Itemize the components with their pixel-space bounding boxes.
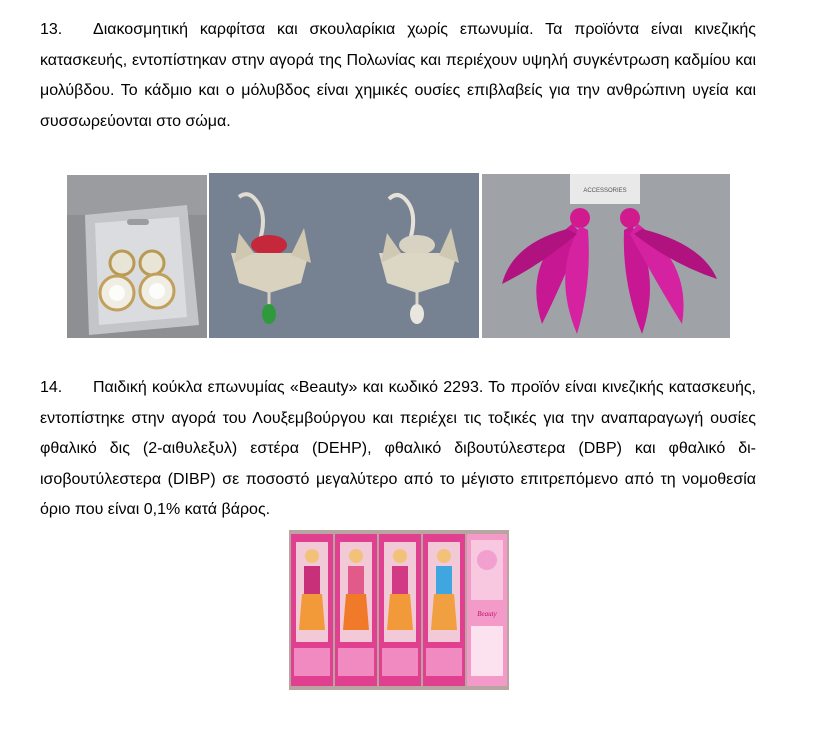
- accessories-card-text: ACCESSORIES: [583, 188, 627, 194]
- item-14-text: Παιδική κούκλα επωνυμίας «Beauty» και κωδικό 2293. Το προϊόν είναι κινεζικής κατασκευής, εντοπίστηκε στην αγορά του Λουξεμβούργου και περιέχει τις τοξικές για την αναπαραγωγή ουσίες φθαλικό δις (2-αιθυλεξυλ) εστέρα (DEHP), φθαλικό διβουτύλεστερα (DBP) και φθαλικό δι-ισοβουτύλεστερα (DIBP) σε ποσοστό μεγαλύτερο από το μέγιστο επιτρεπόμενο από τη νομοθεσία όριο που είναι 0,1% κατά βάρος.: [40, 379, 756, 518]
- item-14-number: 14.: [40, 379, 63, 396]
- feather-earrings-photo: [482, 174, 730, 338]
- doll-box-brand-text: Beauty: [477, 610, 497, 618]
- item-13-paragraph: [40, 15, 756, 137]
- item-13-number: 13.: [40, 21, 63, 38]
- earrings-package-photo: [67, 175, 207, 338]
- flamingo-brooches-photo: [209, 173, 479, 338]
- item-13-text: Διακοσμητική καρφίτσα και σκουλαρίκια χωρίς επωνυμία. Τα προϊόντα είναι κινεζικής κατασκευής, εντοπίστηκαν στην αγορά της Πολωνίας και περιέχουν υψηλή συγκέντρωση καδμίου και μολύβδου. Το κάδμιο και ο μόλυβδος είναι χημικές ουσίες επιβλαβείς για την ανθρώπινη υγεία και συσσωρεύονται στο σώμα.: [40, 21, 756, 130]
- item-14-paragraph: [40, 373, 756, 526]
- doll-boxes-photo: [289, 530, 509, 690]
